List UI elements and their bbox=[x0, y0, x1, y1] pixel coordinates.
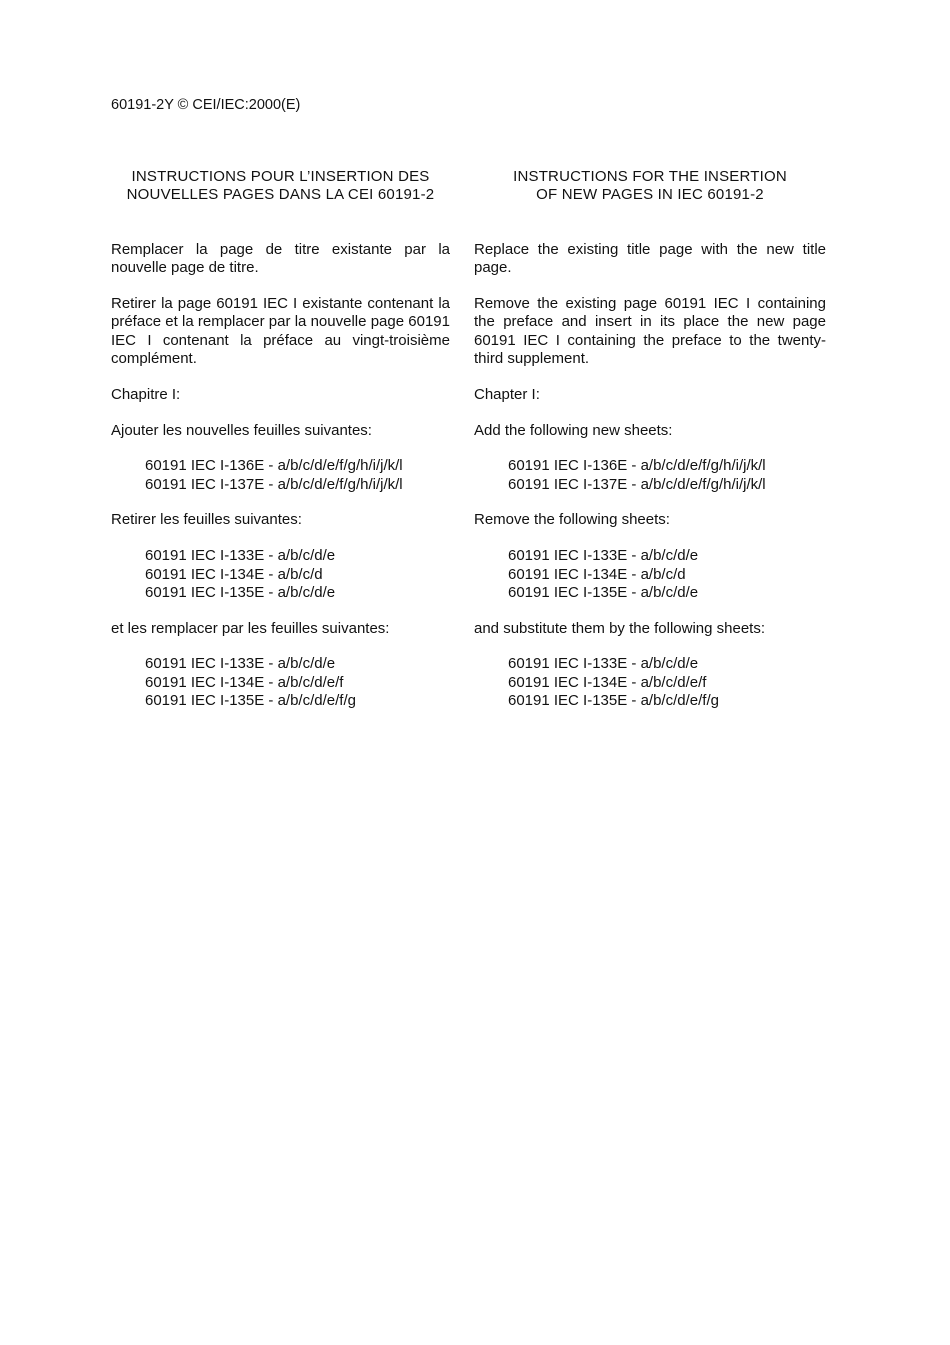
sheet-item: 60191 IEC I-135E - a/b/c/d/e/f/g bbox=[508, 692, 719, 710]
french-content bbox=[111, 241, 450, 710]
english-substitute-heading: and substitute them by the following sheets: bbox=[474, 619, 766, 637]
english-add-sheets bbox=[508, 457, 826, 494]
english-remove-sheets bbox=[508, 547, 826, 602]
french-title-line-2: NOUVELLES PAGES DANS LA CEI 60191-2 bbox=[126, 186, 435, 204]
french-chapter: Chapitre I: bbox=[111, 385, 181, 403]
sheet-item: 60191 IEC I-137E - a/b/c/d/e/f/g/h/i/j/k/l bbox=[508, 475, 766, 493]
sheet-item: 60191 IEC I-135E - a/b/c/d/e bbox=[508, 583, 699, 601]
french-remove-sheets bbox=[145, 547, 450, 602]
sheet-item: 60191 IEC I-137E - a/b/c/d/e/f/g/h/i/j/k/l bbox=[145, 475, 403, 493]
document-reference: 60191-2Y © CEI/IEC:2000(E) bbox=[111, 97, 301, 113]
french-remove-preface: Retirer la page 60191 IEC I existante contenant la préface et la remplacer par la nouvelle page 60191 IEC I contenant la préface au vingt-troisième complément. bbox=[111, 295, 450, 367]
sheet-item: 60191 IEC I-133E - a/b/c/d/e bbox=[508, 655, 699, 673]
french-column bbox=[111, 168, 450, 728]
french-remove-heading: Retirer les feuilles suivantes: bbox=[111, 511, 302, 529]
sheet-item: 60191 IEC I-133E - a/b/c/d/e bbox=[508, 547, 699, 565]
french-replace-title: Remplacer la page de titre existante par la nouvelle page de titre. bbox=[111, 241, 450, 277]
sheet-item: 60191 IEC I-135E - a/b/c/d/e/f/g bbox=[145, 692, 356, 710]
sheet-item: 60191 IEC I-134E - a/b/c/d bbox=[145, 565, 323, 583]
english-title-line-1: INSTRUCTIONS FOR THE INSERTION bbox=[513, 168, 787, 185]
sheet-item: 60191 IEC I-133E - a/b/c/d/e bbox=[145, 547, 336, 565]
sheet-item: 60191 IEC I-136E - a/b/c/d/e/f/g/h/i/j/k/l bbox=[508, 457, 766, 475]
english-add-heading: Add the following new sheets: bbox=[474, 421, 673, 439]
english-remove-preface: Remove the existing page 60191 IEC I containing the preface and insert in its place the new page 60191 IEC I containing the preface to the twenty-third supplement. bbox=[474, 295, 826, 367]
sheet-item: 60191 IEC I-134E - a/b/c/d/e/f bbox=[145, 673, 344, 691]
sheet-item: 60191 IEC I-134E - a/b/c/d bbox=[508, 565, 686, 583]
french-add-sheets bbox=[145, 457, 450, 494]
french-substitute-heading: et les remplacer par les feuilles suivantes: bbox=[111, 619, 390, 637]
english-chapter: Chapter I: bbox=[474, 385, 540, 403]
french-substitute-sheets bbox=[145, 655, 450, 710]
english-title bbox=[474, 168, 826, 204]
english-column bbox=[474, 168, 826, 728]
english-substitute-sheets bbox=[508, 655, 826, 710]
sheet-item: 60191 IEC I-135E - a/b/c/d/e bbox=[145, 583, 336, 601]
sheet-item: 60191 IEC I-134E - a/b/c/d/e/f bbox=[508, 673, 707, 691]
english-remove-heading: Remove the following sheets: bbox=[474, 511, 670, 529]
english-content bbox=[474, 241, 826, 710]
sheet-item: 60191 IEC I-133E - a/b/c/d/e bbox=[145, 655, 336, 673]
french-add-heading: Ajouter les nouvelles feuilles suivantes: bbox=[111, 421, 372, 439]
english-replace-title: Replace the existing title page with the new title page. bbox=[474, 241, 826, 277]
french-title-line-1: INSTRUCTIONS POUR L’INSERTION DES bbox=[131, 168, 430, 185]
english-title-line-2: OF NEW PAGES IN IEC 60191-2 bbox=[536, 186, 764, 204]
sheet-item: 60191 IEC I-136E - a/b/c/d/e/f/g/h/i/j/k/l bbox=[145, 457, 403, 475]
french-title bbox=[105, 168, 456, 204]
